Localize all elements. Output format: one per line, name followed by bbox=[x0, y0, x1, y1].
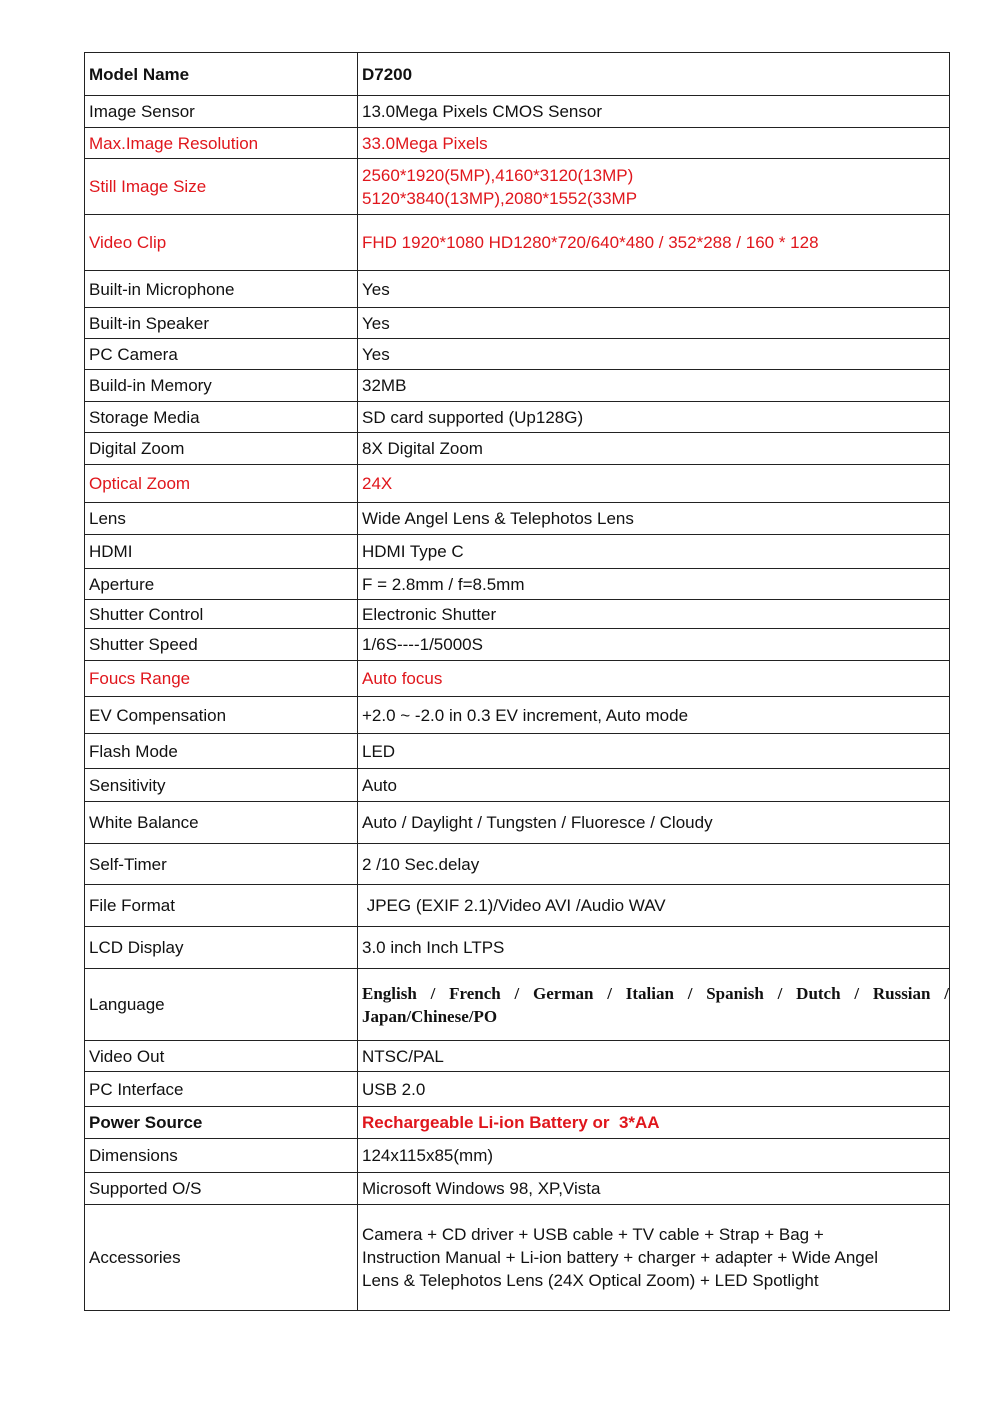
spec-label: PC Interface bbox=[85, 1072, 358, 1107]
table-row bbox=[85, 402, 950, 433]
spec-value: 24X bbox=[358, 465, 950, 503]
spec-label: Supported O/S bbox=[85, 1173, 358, 1205]
spec-label: Optical Zoom bbox=[85, 465, 358, 503]
spec-value: Auto / Daylight / Tungsten / Fluoresce / Cloudy bbox=[358, 802, 950, 844]
spec-value: Auto focus bbox=[358, 661, 950, 697]
spec-label: LCD Display bbox=[85, 927, 358, 969]
spec-label: Video Clip bbox=[85, 215, 358, 271]
spec-label: File Format bbox=[85, 885, 358, 927]
spec-label: Sensitivity bbox=[85, 769, 358, 802]
table-row bbox=[85, 927, 950, 969]
spec-label: Dimensions bbox=[85, 1139, 358, 1173]
spec-value: 32MB bbox=[358, 370, 950, 402]
spec-label: Foucs Range bbox=[85, 661, 358, 697]
table-row bbox=[85, 128, 950, 159]
spec-value: Yes bbox=[358, 308, 950, 339]
spec-label: White Balance bbox=[85, 802, 358, 844]
spec-value-line: 5120*3840(13MP),2080*1552(33MP bbox=[362, 188, 638, 208]
table-row bbox=[85, 96, 950, 128]
spec-value: LED bbox=[358, 734, 950, 769]
spec-label: Power Source bbox=[85, 1107, 358, 1139]
spec-value: Electronic Shutter bbox=[358, 600, 950, 629]
table-row bbox=[85, 769, 950, 802]
spec-label: Image Sensor bbox=[85, 96, 358, 128]
table-row bbox=[85, 308, 950, 339]
spec-value: SD card supported (Up128G) bbox=[358, 402, 950, 433]
spec-label: Self-Timer bbox=[85, 844, 358, 885]
table-row bbox=[85, 1041, 950, 1072]
spec-label: Accessories bbox=[85, 1205, 358, 1311]
table-row bbox=[85, 885, 950, 927]
spec-value: +2.0 ~ -2.0 in 0.3 EV increment, Auto mode bbox=[358, 697, 950, 734]
spec-label: Digital Zoom bbox=[85, 433, 358, 465]
table-row bbox=[85, 53, 950, 96]
spec-value bbox=[358, 159, 950, 215]
spec-value: 2 /10 Sec.delay bbox=[358, 844, 950, 885]
spec-value: D7200 bbox=[358, 53, 950, 96]
spec-label: PC Camera bbox=[85, 339, 358, 370]
table-row bbox=[85, 1173, 950, 1205]
spec-value: 124x115x85(mm) bbox=[358, 1139, 950, 1173]
spec-label: Model Name bbox=[85, 53, 358, 96]
spec-value: English / French / German / Italian / Spanish / Dutch / Russian / Japan/Chinese/PO bbox=[358, 969, 950, 1041]
table-row bbox=[85, 1139, 950, 1173]
spec-value-line: Camera + CD driver + USB cable + TV cable + Strap + Bag + bbox=[362, 1225, 824, 1244]
table-row bbox=[85, 600, 950, 629]
spec-value: Wide Angel Lens & Telephotos Lens bbox=[358, 503, 950, 535]
spec-label: Still Image Size bbox=[85, 159, 358, 215]
spec-label: Max.Image Resolution bbox=[85, 128, 358, 159]
spec-label: Language bbox=[85, 969, 358, 1041]
table-row bbox=[85, 569, 950, 600]
spec-value: Microsoft Windows 98, XP,Vista bbox=[358, 1173, 950, 1205]
spec-value: Yes bbox=[358, 271, 950, 308]
spec-value-line: Instruction Manual + Li-ion battery + charger + adapter + Wide Angel bbox=[362, 1248, 878, 1267]
spec-value: USB 2.0 bbox=[358, 1072, 950, 1107]
spec-label: HDMI bbox=[85, 535, 358, 569]
table-row bbox=[85, 734, 950, 769]
spec-value: NTSC/PAL bbox=[358, 1041, 950, 1072]
table-row bbox=[85, 535, 950, 569]
spec-label: Aperture bbox=[85, 569, 358, 600]
spec-value: F = 2.8mm / f=8.5mm bbox=[358, 569, 950, 600]
table-row bbox=[85, 271, 950, 308]
spec-label: Storage Media bbox=[85, 402, 358, 433]
spec-value: 13.0Mega Pixels CMOS Sensor bbox=[358, 96, 950, 128]
table-row bbox=[85, 159, 950, 215]
table-row bbox=[85, 465, 950, 503]
spec-value: 33.0Mega Pixels bbox=[358, 128, 950, 159]
spec-label: Build-in Memory bbox=[85, 370, 358, 402]
table-row bbox=[85, 339, 950, 370]
table-row bbox=[85, 215, 950, 271]
spec-value: 3.0 inch Inch LTPS bbox=[358, 927, 950, 969]
spec-value: Auto bbox=[358, 769, 950, 802]
spec-label: Shutter Control bbox=[85, 600, 358, 629]
spec-value: Yes bbox=[358, 339, 950, 370]
spec-value: FHD 1920*1080 HD1280*720/640*480 / 352*288 / 160 * 128 bbox=[358, 215, 950, 271]
spec-value bbox=[358, 1205, 950, 1311]
spec-value: Rechargeable Li-ion Battery or 3*AA bbox=[358, 1107, 950, 1139]
table-row bbox=[85, 629, 950, 661]
table-row bbox=[85, 433, 950, 465]
table-row bbox=[85, 503, 950, 535]
spec-value: 8X Digital Zoom bbox=[358, 433, 950, 465]
table-row bbox=[85, 802, 950, 844]
spec-value: HDMI Type C bbox=[358, 535, 950, 569]
table-row bbox=[85, 370, 950, 402]
spec-table bbox=[84, 52, 950, 1311]
spec-label: Built-in Speaker bbox=[85, 308, 358, 339]
spec-value: 1/6S----1/5000S bbox=[358, 629, 950, 661]
spec-label: Shutter Speed bbox=[85, 629, 358, 661]
table-row bbox=[85, 844, 950, 885]
spec-value-line: 2560*1920(5MP),4160*3120(13MP) bbox=[362, 165, 634, 185]
spec-label: Built-in Microphone bbox=[85, 271, 358, 308]
spec-label: EV Compensation bbox=[85, 697, 358, 734]
table-row bbox=[85, 1107, 950, 1139]
table-row bbox=[85, 697, 950, 734]
table-row bbox=[85, 1072, 950, 1107]
spec-label: Video Out bbox=[85, 1041, 358, 1072]
spec-label: Lens bbox=[85, 503, 358, 535]
spec-label: Flash Mode bbox=[85, 734, 358, 769]
spec-value-line: Lens & Telephotos Lens (24X Optical Zoom) + LED Spotlight bbox=[362, 1271, 819, 1290]
table-row bbox=[85, 661, 950, 697]
spec-value: JPEG (EXIF 2.1)/Video AVI /Audio WAV bbox=[358, 885, 950, 927]
table-row bbox=[85, 969, 950, 1041]
table-row bbox=[85, 1205, 950, 1311]
